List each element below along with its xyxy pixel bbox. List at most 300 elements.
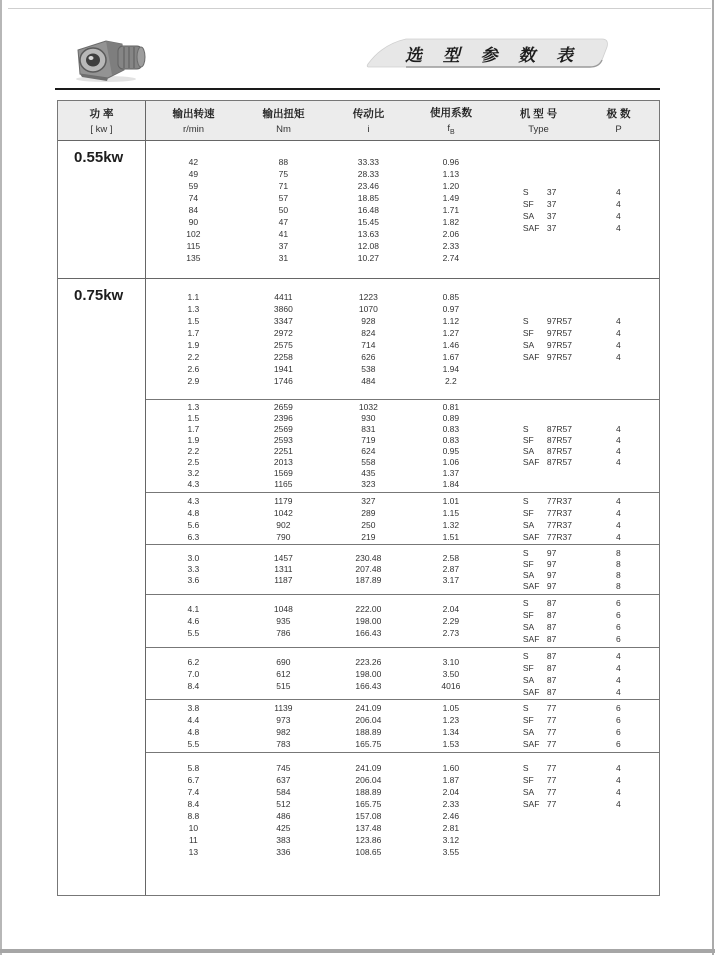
power-cell — [58, 141, 146, 278]
col-header-torque — [241, 101, 326, 140]
torque-col-value: 1179 — [274, 495, 293, 506]
torque-col-value: 973 — [276, 715, 291, 725]
speed-col-value: 3.0 — [187, 553, 200, 563]
ratio-col-value: 137.48 — [355, 823, 382, 833]
speed-col-value: 2.2 — [187, 446, 200, 456]
col-header-power-label: 功 率 — [89, 108, 114, 120]
speed-col-value: 1.9 — [187, 340, 200, 350]
ratio-col-value: 23.46 — [357, 180, 380, 191]
type-value — [523, 762, 556, 774]
speed-col-value: 3.3 — [187, 564, 200, 574]
torque-col-value: 1187 — [274, 575, 293, 585]
torque-col-value: 50 — [278, 204, 289, 215]
type-value — [523, 621, 556, 633]
poles-col-value: 4 — [616, 787, 621, 797]
speed-col-value: 5.6 — [187, 519, 200, 530]
type-code: 87 — [546, 674, 557, 685]
type-value — [523, 186, 556, 198]
service-factor-col-value: 0.89 — [442, 413, 460, 423]
type-code: 87R57 — [546, 424, 572, 434]
poles-col — [586, 700, 651, 752]
torque-col-value: 425 — [276, 823, 291, 833]
torque-col — [241, 545, 326, 594]
type-prefix: SA — [522, 622, 535, 632]
type-value — [523, 686, 556, 698]
poles-col-value: 4 — [616, 340, 621, 350]
col-header-type-unit: Type — [528, 124, 549, 135]
type-code: 77 — [546, 727, 557, 737]
torque-col-value: 486 — [276, 811, 291, 821]
type-prefix: SAF — [522, 686, 540, 697]
ratio-col-value: 222.00 — [355, 604, 382, 614]
ratio-col-value: 624 — [361, 446, 376, 456]
col-header-poles-label: 极 数 — [606, 108, 631, 120]
col-header-service-factor — [411, 101, 491, 140]
poles-col — [586, 648, 651, 699]
ratio-col-value: 538 — [361, 364, 376, 374]
type-prefix: S — [522, 650, 529, 661]
poles-col-value: 4 — [616, 328, 621, 338]
torque-col-value: 1139 — [274, 703, 293, 713]
torque-col-value: 3860 — [273, 304, 293, 314]
table-header-row — [58, 101, 659, 141]
type-code: 37 — [546, 222, 557, 233]
type-code: 97 — [546, 569, 557, 580]
power-cell — [58, 279, 146, 895]
speed-col-value: 4.3 — [187, 495, 200, 506]
poles-col-value: 6 — [616, 727, 621, 737]
type-col — [491, 493, 586, 544]
service-factor-col — [411, 141, 491, 278]
type-prefix: SAF — [522, 222, 540, 233]
col-header-service-factor-unit: $f_B$ — [447, 123, 455, 136]
poles-col-value: 4 — [616, 662, 621, 673]
type-code: 77R37 — [546, 531, 572, 542]
ratio-col-value: 1223 — [358, 292, 378, 302]
type-prefix: SA — [522, 674, 535, 685]
service-factor-col-value: 0.97 — [442, 304, 460, 314]
type-code: 97 — [546, 558, 557, 569]
type-prefix: S — [522, 316, 529, 326]
ratio-col-value: 198.00 — [355, 616, 382, 626]
ratio-col-value: 166.43 — [355, 680, 382, 691]
torque-col-value: 2396 — [273, 413, 293, 423]
type-code: 97R57 — [546, 328, 572, 338]
service-factor-col-value: 1.06 — [442, 457, 460, 467]
selection-parameter-table — [57, 100, 660, 896]
service-factor-col-value: 1.01 — [442, 495, 460, 506]
service-factor-col-value: 1.23 — [442, 715, 460, 725]
torque-col — [241, 700, 326, 752]
torque-col-value: 902 — [276, 519, 291, 530]
torque-col-value: 2575 — [273, 340, 293, 350]
service-factor-col-value: 2.58 — [442, 553, 460, 563]
torque-col-value: 2258 — [273, 352, 293, 362]
gear-block — [146, 399, 659, 492]
poles-col — [586, 279, 651, 399]
speed-col-value: 4.8 — [187, 507, 200, 518]
type-value — [523, 702, 556, 714]
type-code: 87 — [546, 598, 557, 608]
type-value — [523, 222, 556, 234]
ratio-col-value: 719 — [361, 435, 376, 445]
poles-col-value: 4 — [616, 650, 621, 661]
ratio-col-value: 223.26 — [355, 656, 382, 667]
service-factor-col-value: 1.51 — [442, 531, 460, 542]
type-value — [523, 609, 556, 621]
type-col — [491, 400, 586, 492]
service-factor-col — [411, 700, 491, 752]
poles-col-value: 4 — [616, 316, 621, 326]
speed-col-value: 135 — [186, 252, 201, 263]
col-header-poles-unit: P — [615, 124, 622, 135]
service-factor-col-value: 1.37 — [442, 468, 460, 478]
service-factor-col-value: 2.33 — [442, 799, 460, 809]
ratio-col-value: 626 — [361, 352, 376, 362]
speed-col-value: 74 — [188, 192, 199, 203]
service-factor-col — [411, 595, 491, 647]
type-code: 97R57 — [546, 340, 572, 350]
type-code: 97R57 — [546, 316, 572, 326]
type-prefix: SF — [522, 558, 534, 569]
ratio-col-value: 327 — [361, 495, 376, 506]
power-section — [58, 141, 659, 278]
gear-block — [146, 279, 659, 399]
type-prefix: SAF — [522, 580, 540, 591]
speed-col-value: 11 — [188, 835, 198, 845]
speed-col-value: 1.9 — [187, 435, 200, 445]
ratio-col-value: 28.33 — [357, 168, 380, 179]
ratio-col — [326, 753, 411, 895]
type-prefix: SF — [522, 328, 534, 338]
torque-col — [241, 279, 326, 399]
service-factor-col-value: 1.60 — [442, 763, 460, 773]
speed-col-value: 84 — [188, 204, 199, 215]
type-code: 77 — [546, 775, 557, 785]
torque-col-value: 4411 — [274, 292, 293, 302]
type-col — [491, 141, 586, 278]
gear-block — [146, 752, 659, 895]
speed-col — [146, 279, 241, 399]
data-area — [146, 141, 659, 278]
type-value — [523, 210, 556, 222]
type-prefix: SA — [522, 787, 535, 797]
ratio-col — [326, 648, 411, 699]
speed-col-value: 7.4 — [187, 787, 200, 797]
type-code: 87R57 — [546, 446, 572, 456]
type-col — [491, 648, 586, 699]
torque-col-value: 57 — [278, 192, 289, 203]
speed-col-value: 49 — [188, 168, 199, 179]
speed-col-value: 2.5 — [187, 457, 200, 467]
speed-col-value: 3.8 — [187, 703, 200, 713]
type-code: 77 — [546, 703, 557, 713]
speed-col-value: 4.1 — [187, 604, 200, 614]
torque-col-value: 786 — [276, 628, 291, 638]
speed-col-value: 3.6 — [187, 575, 200, 585]
gear-block — [146, 594, 659, 647]
type-value — [523, 495, 572, 507]
type-prefix: SF — [522, 610, 534, 620]
speed-col-value: 1.1 — [187, 292, 200, 302]
type-code: 37 — [546, 198, 557, 209]
type-value — [523, 507, 572, 519]
service-factor-col-value: 3.10 — [442, 656, 460, 667]
type-col — [491, 700, 586, 752]
poles-col-value: 4 — [616, 446, 621, 456]
type-value — [523, 435, 572, 446]
power-label: 0.75kw — [74, 287, 124, 304]
torque-col-value: 41 — [278, 228, 289, 239]
poles-col-value: 6 — [616, 598, 621, 608]
type-code: 77 — [546, 739, 557, 749]
service-factor-col-value: 2.73 — [442, 628, 460, 638]
ratio-col-value: 831 — [361, 424, 376, 434]
col-header-speed-unit: r/min — [182, 124, 205, 135]
service-factor-col-value: 1.84 — [442, 479, 460, 489]
speed-col-value: 4.4 — [187, 715, 200, 725]
speed-col — [146, 595, 241, 647]
page-title: 选 型 参 数 表 — [405, 45, 581, 65]
ratio-col-value: 824 — [361, 328, 376, 338]
torque-col-value: 1042 — [273, 507, 293, 518]
speed-col-value: 4.3 — [187, 479, 200, 489]
type-code: 97 — [546, 547, 557, 558]
ratio-col-value: 207.48 — [355, 564, 382, 574]
service-factor-col-value: 4016 — [441, 680, 461, 691]
speed-col-value: 3.2 — [187, 468, 200, 478]
ratio-col-value: 188.89 — [355, 787, 382, 797]
type-prefix: SF — [522, 662, 534, 673]
col-header-service-factor-label: 使用系数 — [430, 107, 472, 120]
type-col — [491, 545, 586, 594]
service-factor-col — [411, 400, 491, 492]
speed-col-value: 8.8 — [187, 811, 200, 821]
ratio-col-value: 198.00 — [355, 668, 382, 679]
service-factor-col-value: 0.85 — [442, 292, 460, 302]
torque-col — [241, 400, 326, 492]
type-value — [523, 738, 556, 750]
torque-col-value: 2569 — [273, 424, 293, 434]
poles-col — [586, 595, 651, 647]
type-value — [523, 457, 572, 468]
service-factor-col-value: 2.04 — [442, 787, 460, 797]
gear-block — [146, 699, 659, 752]
col-header-speed — [146, 101, 241, 140]
torque-col-value: 1569 — [273, 468, 293, 478]
ratio-col-value: 206.04 — [355, 775, 382, 785]
col-header-power-unit: [ kw ] — [90, 124, 113, 135]
poles-col-value: 8 — [616, 558, 621, 569]
service-factor-col — [411, 493, 491, 544]
type-code: 87 — [546, 650, 557, 661]
ratio-col-value: 241.09 — [355, 763, 382, 773]
type-prefix: S — [522, 547, 529, 558]
col-header-type — [491, 101, 586, 140]
torque-col-value: 37 — [278, 240, 289, 251]
ratio-col-value: 206.04 — [355, 715, 382, 725]
service-factor-col — [411, 648, 491, 699]
speed-col — [146, 141, 241, 278]
type-prefix: SAF — [522, 799, 540, 809]
type-value — [523, 650, 556, 662]
type-prefix: S — [522, 186, 529, 197]
service-factor-col-value: 3.17 — [442, 575, 460, 585]
speed-col-value: 115 — [186, 240, 201, 251]
service-factor-col-value: 0.81 — [442, 402, 460, 412]
ratio-col-value: 187.89 — [355, 575, 382, 585]
service-factor-col-value: 1.94 — [442, 364, 460, 374]
service-factor-col-value: 0.96 — [442, 156, 460, 167]
torque-col-value: 515 — [276, 680, 291, 691]
ratio-col-value: 250 — [361, 519, 376, 530]
type-value — [523, 559, 556, 570]
type-prefix: S — [522, 703, 529, 713]
service-factor-col — [411, 545, 491, 594]
service-factor-col-value: 1.15 — [442, 507, 460, 518]
service-factor-col-value: 1.05 — [442, 703, 460, 713]
ratio-col-value: 165.75 — [355, 739, 382, 749]
poles-col-value: 4 — [616, 222, 621, 233]
ratio-col-value: 219 — [361, 531, 376, 542]
ratio-col-value: 928 — [361, 316, 376, 326]
service-factor-col-value: 1.32 — [442, 519, 460, 530]
gearmotor-icon — [66, 34, 150, 84]
torque-col-value: 612 — [276, 668, 291, 679]
service-factor-col-value: 2.81 — [442, 823, 460, 833]
speed-col-value: 6.2 — [187, 656, 200, 667]
poles-col-value: 4 — [616, 210, 621, 221]
torque-col-value: 31 — [278, 252, 289, 263]
ratio-col-value: 1070 — [358, 304, 378, 314]
ratio-col-value: 558 — [361, 457, 376, 467]
service-factor-col-value: 2.46 — [442, 811, 460, 821]
poles-col-value: 4 — [616, 507, 621, 518]
type-col — [491, 595, 586, 647]
service-factor-col-value: 1.71 — [442, 204, 460, 215]
poles-col-value: 4 — [616, 775, 621, 785]
table-body — [58, 141, 659, 895]
speed-col — [146, 400, 241, 492]
col-header-power — [58, 101, 146, 140]
service-factor-col-value: 2.33 — [442, 240, 460, 251]
speed-col-value: 59 — [188, 180, 199, 191]
ratio-col-value: 13.63 — [357, 228, 380, 239]
type-prefix: SF — [522, 198, 534, 209]
type-code: 77R37 — [546, 495, 572, 506]
type-prefix: S — [522, 424, 529, 434]
speed-col-value: 5.5 — [187, 739, 200, 749]
poles-col-value: 8 — [616, 547, 621, 558]
page-edge-right — [712, 0, 714, 955]
col-header-poles — [586, 101, 651, 140]
type-prefix: SAF — [522, 739, 540, 749]
speed-col-value: 8.4 — [187, 680, 200, 691]
torque-col-value: 2659 — [273, 402, 293, 412]
type-code: 77 — [546, 715, 557, 725]
poles-col-value: 6 — [616, 703, 621, 713]
torque-col — [241, 595, 326, 647]
speed-col-value: 13 — [188, 847, 199, 857]
torque-col — [241, 141, 326, 278]
type-value — [523, 446, 572, 457]
torque-col-value: 336 — [276, 847, 291, 857]
torque-col-value: 584 — [276, 787, 291, 797]
type-code: 77 — [546, 787, 557, 797]
type-prefix: SF — [522, 435, 534, 445]
service-factor-col-value: 1.13 — [442, 168, 460, 179]
poles-col-value: 6 — [616, 634, 621, 644]
service-factor-col-value: 3.50 — [442, 668, 460, 679]
poles-col — [586, 400, 651, 492]
ratio-col — [326, 400, 411, 492]
service-factor-col-value: 1.12 — [442, 316, 460, 326]
service-factor-col-value: 1.20 — [442, 180, 460, 191]
torque-col — [241, 753, 326, 895]
speed-col-value: 10 — [188, 823, 199, 833]
poles-col-value: 4 — [616, 519, 621, 530]
ratio-col-value: 188.89 — [355, 727, 382, 737]
type-value — [523, 339, 572, 351]
poles-col — [586, 141, 651, 278]
ratio-col-value: 157.08 — [355, 811, 382, 821]
poles-col-value: 6 — [616, 739, 621, 749]
type-value — [523, 519, 572, 531]
speed-col-value: 2.6 — [187, 364, 200, 374]
type-code: 87R57 — [546, 457, 572, 467]
speed-col-value: 2.9 — [187, 376, 200, 386]
speed-col-value: 1.3 — [187, 402, 200, 412]
service-factor-col-value: 3.12 — [442, 835, 460, 845]
ratio-col — [326, 595, 411, 647]
speed-col-value: 5.8 — [187, 763, 200, 773]
ratio-col-value: 166.43 — [355, 628, 382, 638]
power-section — [58, 278, 659, 895]
speed-col-value: 2.2 — [187, 352, 200, 362]
ratio-col-value: 930 — [361, 413, 376, 423]
speed-col — [146, 493, 241, 544]
col-header-speed-label: 输出转速 — [172, 108, 215, 120]
service-factor-col-value: 2.74 — [442, 252, 460, 263]
type-prefix: SAF — [522, 352, 540, 362]
type-value — [523, 597, 556, 609]
ratio-col — [326, 700, 411, 752]
service-factor-col-value: 1.34 — [442, 727, 460, 737]
type-value — [523, 351, 572, 363]
ratio-col-value: 241.09 — [355, 703, 382, 713]
poles-col — [586, 493, 651, 544]
service-factor-col-value: 0.83 — [442, 435, 460, 445]
speed-col-value: 8.4 — [187, 799, 200, 809]
speed-col-value: 1.5 — [187, 413, 200, 423]
service-factor-col-value: 3.55 — [442, 847, 460, 857]
gear-block — [146, 647, 659, 699]
type-code: 97 — [546, 580, 557, 591]
speed-col-value: 6.3 — [187, 531, 200, 542]
type-code: 77 — [546, 763, 557, 773]
service-factor-col-value: 2.04 — [442, 604, 460, 614]
torque-col-value: 637 — [276, 775, 291, 785]
speed-col-value: 5.5 — [187, 628, 200, 638]
ratio-col-value: 16.48 — [357, 204, 380, 215]
data-area — [146, 279, 659, 895]
service-factor-col-value: 2.87 — [442, 564, 460, 574]
service-factor-col-value: 1.67 — [442, 352, 460, 362]
type-prefix: SA — [522, 210, 535, 221]
gear-block — [146, 492, 659, 544]
service-factor-col — [411, 279, 491, 399]
type-value — [523, 774, 556, 786]
